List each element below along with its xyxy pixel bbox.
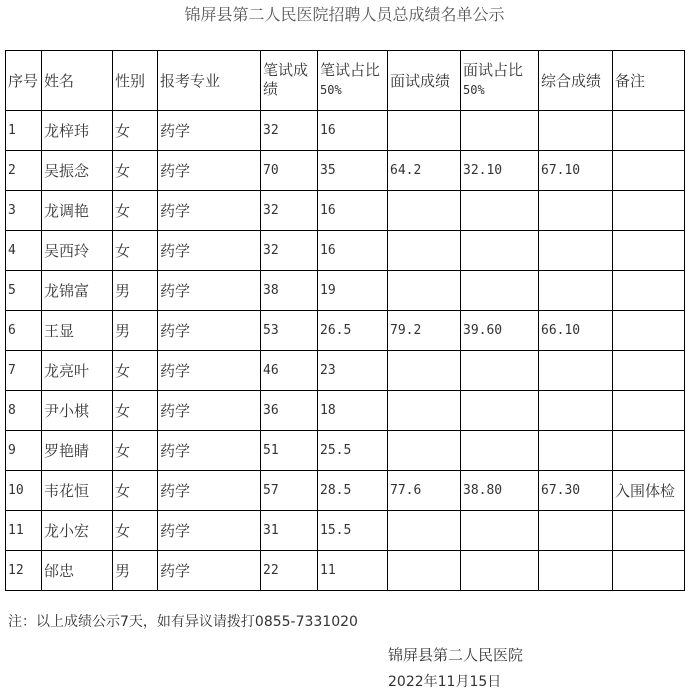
cell-seq: 10: [6, 471, 42, 511]
cell-written-pct: 11: [318, 551, 388, 591]
cell-interview: [388, 351, 461, 391]
cell-interview-pct: [461, 351, 539, 391]
cell-interview: [388, 231, 461, 271]
cell-written-pct: 16: [318, 191, 388, 231]
cell-gender: 男: [113, 271, 158, 311]
cell-interview: [388, 551, 461, 591]
cell-interview: [388, 391, 461, 431]
cell-interview-pct: 32.10: [461, 151, 539, 191]
cell-interview: [388, 111, 461, 151]
cell-interview-pct: [461, 191, 539, 231]
cell-remark: [613, 271, 685, 311]
table-row: [6, 231, 685, 271]
cell-remark: 入围体检: [613, 471, 685, 511]
cell-interview: 79.2: [388, 311, 461, 351]
header-written-pct: [318, 51, 388, 111]
cell-major: 药学: [158, 431, 261, 471]
cell-major: 药学: [158, 471, 261, 511]
header-interview: 面试成绩: [388, 51, 461, 111]
table-row: [6, 511, 685, 551]
signature-org: 锦屏县第二人民医院: [388, 646, 524, 664]
cell-interview: [388, 431, 461, 471]
header-interview-pct-label: 面试占比: [463, 61, 524, 79]
cell-gender: 女: [113, 151, 158, 191]
cell-major: 药学: [158, 311, 261, 351]
cell-gender: 女: [113, 431, 158, 471]
cell-remark: [613, 511, 685, 551]
cell-seq: 5: [6, 271, 42, 311]
cell-seq: 4: [6, 231, 42, 271]
header-name: 姓名: [42, 51, 113, 111]
cell-major: 药学: [158, 351, 261, 391]
cell-total: 67.10: [539, 151, 613, 191]
cell-major: 药学: [158, 231, 261, 271]
cell-seq: 6: [6, 311, 42, 351]
cell-written: 22: [261, 551, 318, 591]
cell-written: 46: [261, 351, 318, 391]
cell-gender: 女: [113, 391, 158, 431]
cell-interview-pct: [461, 551, 539, 591]
cell-interview: [388, 191, 461, 231]
cell-written-pct: 26.5: [318, 311, 388, 351]
cell-total: [539, 511, 613, 551]
cell-total: [539, 231, 613, 271]
cell-name: 尹小棋: [42, 391, 113, 431]
cell-major: 药学: [158, 511, 261, 551]
table-row: [6, 351, 685, 391]
table-row: [6, 191, 685, 231]
header-interview-pct: [461, 51, 539, 111]
cell-gender: 女: [113, 471, 158, 511]
cell-name: 吴西玲: [42, 231, 113, 271]
header-interview-pct-sub: 50%: [463, 83, 485, 97]
cell-interview: [388, 271, 461, 311]
cell-written: 57: [261, 471, 318, 511]
cell-written: 70: [261, 151, 318, 191]
cell-interview-pct: [461, 271, 539, 311]
cell-written: 53: [261, 311, 318, 351]
cell-total: [539, 431, 613, 471]
cell-gender: 女: [113, 111, 158, 151]
cell-written-pct: 35: [318, 151, 388, 191]
table-body: [6, 111, 685, 591]
cell-written-pct: 19: [318, 271, 388, 311]
cell-written: 36: [261, 391, 318, 431]
cell-name: 龙锦富: [42, 271, 113, 311]
table-row: [6, 471, 685, 511]
cell-interview-pct: [461, 431, 539, 471]
cell-written-pct: 16: [318, 231, 388, 271]
table-row: [6, 551, 685, 591]
cell-seq: 9: [6, 431, 42, 471]
cell-remark: [613, 111, 685, 151]
cell-interview-pct: [461, 111, 539, 151]
cell-name: 吴振念: [42, 151, 113, 191]
cell-written-pct: 15.5: [318, 511, 388, 551]
header-gender: 性别: [113, 51, 158, 111]
table-row: [6, 111, 685, 151]
cell-written: 31: [261, 511, 318, 551]
cell-written: 32: [261, 191, 318, 231]
cell-seq: 2: [6, 151, 42, 191]
cell-remark: [613, 431, 685, 471]
note-text: 注：以上成绩公示7天，如有异议请拨打0855-7331020: [8, 614, 358, 630]
cell-major: 药学: [158, 111, 261, 151]
signature-date: 2022年11月15日: [388, 674, 502, 690]
cell-written-pct: 16: [318, 111, 388, 151]
cell-seq: 12: [6, 551, 42, 591]
cell-name: 罗艳睛: [42, 431, 113, 471]
cell-remark: [613, 391, 685, 431]
cell-remark: [613, 551, 685, 591]
cell-written: 38: [261, 271, 318, 311]
score-table: [5, 50, 685, 591]
cell-interview-pct: [461, 231, 539, 271]
cell-remark: [613, 311, 685, 351]
cell-total: [539, 351, 613, 391]
header-total: 综合成绩: [539, 51, 613, 111]
cell-total: [539, 271, 613, 311]
cell-gender: 女: [113, 191, 158, 231]
cell-name: 邰忠: [42, 551, 113, 591]
cell-remark: [613, 231, 685, 271]
cell-interview-pct: [461, 511, 539, 551]
cell-total: [539, 191, 613, 231]
table-row: [6, 391, 685, 431]
cell-gender: 女: [113, 351, 158, 391]
cell-written: 32: [261, 111, 318, 151]
cell-major: 药学: [158, 191, 261, 231]
table-row: [6, 311, 685, 351]
cell-name: 韦花恒: [42, 471, 113, 511]
cell-interview: [388, 511, 461, 551]
cell-major: 药学: [158, 151, 261, 191]
cell-written: 32: [261, 231, 318, 271]
table-row: [6, 151, 685, 191]
cell-remark: [613, 191, 685, 231]
cell-remark: [613, 151, 685, 191]
header-seq: 序号: [6, 51, 42, 111]
header-written-pct-label: 笔试占比: [320, 61, 381, 79]
cell-interview-pct: 39.60: [461, 311, 539, 351]
cell-gender: 女: [113, 511, 158, 551]
cell-total: 66.10: [539, 311, 613, 351]
cell-interview: 64.2: [388, 151, 461, 191]
cell-total: [539, 551, 613, 591]
cell-gender: 男: [113, 551, 158, 591]
header-remark: 备注: [613, 51, 685, 111]
cell-seq: 1: [6, 111, 42, 151]
cell-name: 龙梓玮: [42, 111, 113, 151]
table-row: [6, 271, 685, 311]
cell-gender: 女: [113, 231, 158, 271]
table-header-row: [6, 51, 685, 111]
cell-name: 龙小宏: [42, 511, 113, 551]
cell-seq: 11: [6, 511, 42, 551]
cell-name: 龙调艳: [42, 191, 113, 231]
cell-seq: 3: [6, 191, 42, 231]
cell-remark: [613, 351, 685, 391]
cell-written-pct: 23: [318, 351, 388, 391]
cell-name: 王显: [42, 311, 113, 351]
cell-written-pct: 28.5: [318, 471, 388, 511]
cell-major: 药学: [158, 271, 261, 311]
cell-written: 51: [261, 431, 318, 471]
cell-total: [539, 111, 613, 151]
cell-total: [539, 391, 613, 431]
table-row: [6, 431, 685, 471]
cell-interview: 77.6: [388, 471, 461, 511]
header-major: 报考专业: [158, 51, 261, 111]
cell-interview-pct: [461, 391, 539, 431]
cell-interview-pct: 38.80: [461, 471, 539, 511]
header-written: 笔试成绩: [261, 51, 318, 111]
cell-seq: 7: [6, 351, 42, 391]
header-written-pct-sub: 50%: [320, 83, 342, 97]
cell-major: 药学: [158, 391, 261, 431]
cell-name: 龙亮叶: [42, 351, 113, 391]
cell-major: 药学: [158, 551, 261, 591]
cell-gender: 男: [113, 311, 158, 351]
cell-written-pct: 18: [318, 391, 388, 431]
cell-total: 67.30: [539, 471, 613, 511]
page-title: 锦屏县第二人民医院招聘人员总成绩名单公示: [184, 5, 505, 24]
cell-written-pct: 25.5: [318, 431, 388, 471]
cell-seq: 8: [6, 391, 42, 431]
